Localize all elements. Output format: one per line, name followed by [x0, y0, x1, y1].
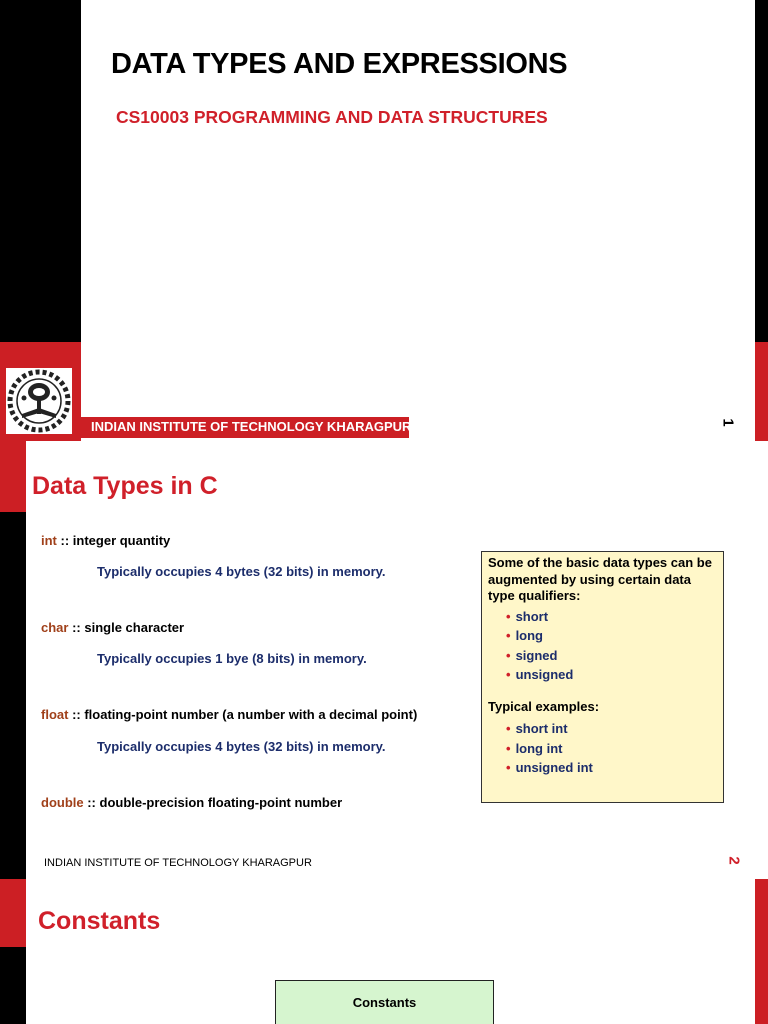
list-item — [506, 758, 717, 778]
qualifier-name: short — [515, 608, 549, 624]
type-note-float: Typically occupies 4 bytes (32 bits) in memory. — [97, 739, 386, 754]
qualifier-box — [481, 551, 724, 803]
list-item — [506, 719, 717, 739]
slide-2-title: Data Types in C — [32, 472, 218, 500]
type-description: floating-point number (a number with a decimal point) — [84, 707, 418, 722]
bullet-icon: • — [506, 740, 511, 756]
type-row-char — [41, 620, 184, 635]
example-name: short int — [515, 721, 568, 736]
slide-2-left-accent — [0, 441, 26, 512]
slide-2-page-number: 2 — [725, 856, 743, 865]
example-name: unsigned int — [515, 760, 593, 775]
slide-1-right-accent — [755, 342, 768, 441]
type-note-int: Typically occupies 4 bytes (32 bits) in memory. — [97, 564, 386, 579]
slide-3-left-accent — [0, 879, 26, 947]
bullet-icon: • — [506, 760, 511, 775]
bullet-icon: • — [506, 721, 511, 736]
list-item — [506, 739, 717, 759]
slide-1-page-number: 1 — [719, 418, 737, 427]
type-separator: :: — [68, 707, 85, 722]
constants-box-label: Constants — [352, 995, 417, 1010]
qualifier-list — [506, 607, 717, 685]
type-separator: :: — [68, 620, 85, 635]
slide-1-title: DATA TYPES AND EXPRESSIONS — [111, 48, 568, 80]
type-description: integer quantity — [72, 533, 171, 548]
bullet-icon: • — [506, 628, 511, 643]
slide-3-right-accent — [755, 879, 768, 1024]
examples-heading: Typical examples: — [488, 698, 600, 714]
type-note-char: Typically occupies 1 bye (8 bits) in memory. — [97, 651, 367, 666]
list-item — [506, 626, 717, 646]
type-keyword: char — [41, 620, 69, 635]
list-item — [506, 665, 717, 685]
slide-1-subtitle: CS10003 PROGRAMMING AND DATA STRUCTURES — [116, 107, 548, 127]
type-row-float — [41, 707, 417, 722]
type-separator: :: — [83, 795, 100, 810]
iit-kharagpur-logo-icon — [6, 368, 72, 434]
list-item — [506, 607, 717, 627]
type-keyword: float — [41, 707, 69, 722]
qualifier-name: unsigned — [515, 667, 574, 682]
type-separator: :: — [56, 533, 73, 548]
type-keyword: int — [41, 533, 57, 548]
list-item — [506, 646, 717, 666]
bullet-icon: • — [506, 667, 511, 682]
bullet-icon: • — [506, 608, 511, 624]
example-name: long int — [515, 740, 563, 756]
qualifier-intro: Some of the basic data types can be augmented by using certain data type qualifiers: — [488, 555, 712, 603]
slide-3-title: Constants — [38, 907, 161, 935]
slide-3-left-edge — [0, 947, 26, 1024]
examples-list — [506, 719, 717, 778]
slide-2-footer: INDIAN INSTITUTE OF TECHNOLOGY KHARAGPUR — [44, 857, 312, 869]
slide-2-left-edge — [0, 512, 26, 879]
type-keyword: double — [41, 795, 84, 810]
bullet-icon: • — [506, 647, 511, 663]
institute-name: INDIAN INSTITUTE OF TECHNOLOGY KHARAGPUR — [91, 419, 412, 434]
type-description: single character — [84, 620, 185, 635]
type-row-int — [41, 533, 170, 548]
type-description: double-precision floating-point number — [99, 795, 343, 810]
qualifier-name: long — [515, 628, 543, 643]
qualifier-name: signed — [515, 647, 558, 663]
type-row-double — [41, 795, 342, 810]
